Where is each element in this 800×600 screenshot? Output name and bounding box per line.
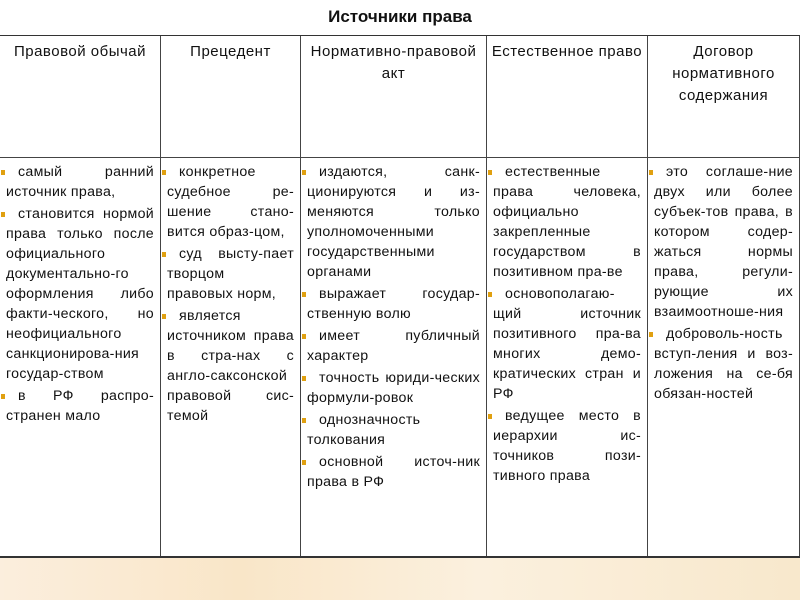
bullet-icon bbox=[302, 460, 306, 465]
list-item bbox=[6, 204, 154, 384]
item-text: издаются, санк-ционируются и из-меняются только уполномоченными государственными органами bbox=[307, 164, 480, 280]
column-body bbox=[0, 158, 160, 426]
bullet-icon bbox=[302, 170, 306, 175]
list-item bbox=[307, 410, 480, 450]
column-legal-custom bbox=[0, 36, 161, 556]
list-item bbox=[167, 306, 294, 426]
column-natural-law bbox=[487, 36, 648, 556]
bullet-icon bbox=[302, 418, 306, 423]
bullet-icon bbox=[488, 170, 492, 175]
item-text: однозначность толкования bbox=[307, 412, 421, 448]
item-text: основной источ-ник права в РФ bbox=[307, 454, 480, 490]
item-text: выражает государ-ственную волю bbox=[307, 286, 480, 322]
list-item bbox=[167, 244, 294, 304]
column-body bbox=[301, 158, 486, 492]
list-item bbox=[6, 162, 154, 202]
item-text: ведущее место в иерархии ис-точников пози-тивного права bbox=[493, 408, 641, 484]
list-item bbox=[307, 452, 480, 492]
column-body bbox=[487, 158, 647, 486]
column-body bbox=[161, 158, 300, 426]
list-item bbox=[6, 386, 154, 426]
bullet-icon bbox=[488, 292, 492, 297]
column-header: Прецедент bbox=[161, 36, 300, 158]
item-text: суд высту-пает творцом правовых норм, bbox=[167, 246, 294, 302]
column-body bbox=[648, 158, 799, 404]
column-normative-contract bbox=[648, 36, 800, 556]
column-header: Нормативно-правовой акт bbox=[301, 36, 486, 158]
list-item bbox=[493, 406, 641, 486]
list-item bbox=[493, 162, 641, 282]
item-text: это соглаше-ние двух или более субъек-тов права, в котором содер-жаться нормы права, регули-рующие их взаимоотноше-ния bbox=[654, 164, 793, 320]
item-text: имеет публичный характер bbox=[307, 328, 480, 364]
bullet-icon bbox=[649, 170, 653, 175]
bullet-icon bbox=[649, 332, 653, 337]
list-item bbox=[654, 162, 793, 322]
bullet-icon bbox=[162, 170, 166, 175]
bullet-icon bbox=[302, 292, 306, 297]
column-precedent bbox=[161, 36, 301, 556]
item-text: доброволь-ность вступ-ления и воз-ложения на се-бя обязан-ностей bbox=[654, 326, 793, 402]
column-normative-act bbox=[301, 36, 487, 556]
bullet-icon bbox=[302, 376, 306, 381]
item-text: самый ранний источник права, bbox=[6, 164, 154, 200]
column-header: Естественное право bbox=[487, 36, 647, 158]
item-text: естественные права человека, официально закрепленные государством в позитивном пра-ве bbox=[493, 164, 641, 280]
table-title: Источники права bbox=[0, 0, 800, 36]
item-text: конкретное судебное ре-шение стано-вится образ-цом, bbox=[167, 164, 294, 240]
list-item bbox=[493, 284, 641, 404]
item-text: основополагаю-щий источник позитивного пра-ва многих демо-кратических стран и РФ bbox=[493, 286, 641, 402]
item-text: становится нормой права только после официального документально-го оформления либо факти-ческого, но неофициального санкционирова-ния государ-ством bbox=[6, 206, 154, 382]
bullet-icon bbox=[1, 170, 5, 175]
item-text: является источником права в стра-нах с англо-саксонской правовой сис-темой bbox=[167, 308, 294, 424]
column-header: Договор нормативного содержания bbox=[648, 36, 799, 158]
bullet-icon bbox=[488, 414, 492, 419]
bullet-icon bbox=[1, 212, 5, 217]
list-item bbox=[307, 326, 480, 366]
list-item bbox=[307, 368, 480, 408]
list-item bbox=[307, 162, 480, 282]
item-text: точность юриди-ческих формули-ровок bbox=[307, 370, 480, 406]
list-item bbox=[167, 162, 294, 242]
item-text: в РФ распро-странен мало bbox=[6, 388, 154, 424]
list-item bbox=[654, 324, 793, 404]
bullet-icon bbox=[162, 252, 166, 257]
column-header: Правовой обычай bbox=[0, 36, 160, 158]
list-item bbox=[307, 284, 480, 324]
bullet-icon bbox=[1, 394, 5, 399]
bullet-icon bbox=[162, 314, 166, 319]
bullet-icon bbox=[302, 334, 306, 339]
